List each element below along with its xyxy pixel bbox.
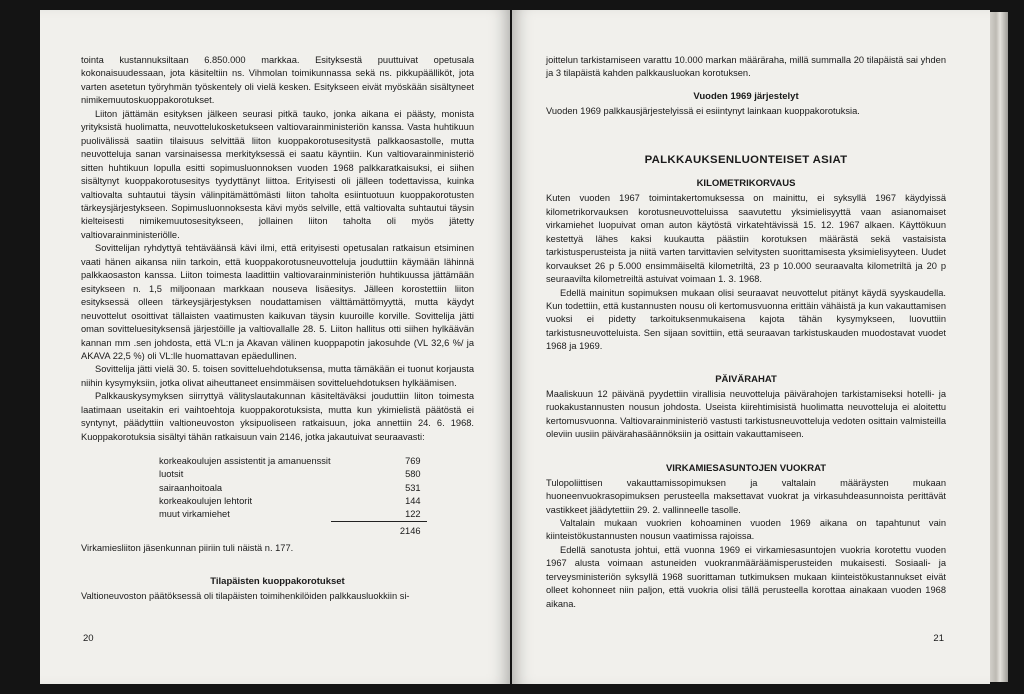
- page-number-left: 20: [83, 633, 94, 644]
- vk-section-body: [546, 477, 946, 612]
- paragraph: Kuten vuoden 1967 toimintakertomuksessa on mainittu, ei syksyllä 1967 käydyissä kilometrikorvauksen korotusneuvotteluissa saavutettu yksimielisyyttä vaan asianomaiset virkamiehet luopuivat oman auton käytöstä virkatehtävissä 15. 12. 1967 alkaen. Käyttökuun kestettyä lähes kaksi kuukautta päästiin korotuksen määrästä sekä vastaisista tarkistusperusteista ja niitä varten tarvittavien selvitysten suorittamisesta yksimielisyyteen. Uudet korvaukset 26 p 5.000 ensimmäiseltä kilometriltä, 23 p 10.000 seuraavalta kilometriltä ja 20 p seuraavilta kilometreiltä astuivat voimaan 1. 3. 1968.: [546, 193, 946, 285]
- pv-section-body: [546, 388, 946, 442]
- paragraph: Liiton jättämän esityksen jälkeen seurasi pitkä tauko, jonka aikana ei päästy, monista yrityksistä huolimatta, neuvottelukosketukseen valtiovarainministeriön kanssa. Vasta huhtikuun puolivälissä saatiin tilaisuus selvittää liiton kuoppakorotusesitystä palkkaosastolle, mutta neuvotteluja sanan varsinaisessa merkityksessä ei saatu käyntiin. Kun valtiovarainministeriö sitten huhtikuun lopulla esitti sopimusluonnoksen vuoden 1968 palkkaratkaisuksi, ei siihen sisältynyt kuoppakorotusesitys tyydyttänyt liittoa. Erityisesti oli jälleen todettavissa, kuinka valtiovalta suhtautui täysin välinpitämättömästi liiton taholta esiintuotuun kuoppakorotusten tärkeysjärjestykseen. Sopimusluonnoksesta kävi myös selville, että valtiovalta suhtautui täysin kielteisesti nimikemuutosesitykseen, jollainen liiton taholta oli myös jätetty valtiovarainministeriölle.: [81, 108, 474, 240]
- distribution-total: 2146: [399, 526, 421, 537]
- distribution-count: 531: [405, 482, 421, 493]
- table-row: [159, 482, 427, 495]
- table-row: [159, 468, 427, 481]
- distribution-count: 769: [405, 456, 421, 467]
- distribution-label: luotsit: [159, 469, 184, 480]
- table-row: [159, 508, 427, 522]
- main-heading: PALKKAUKSENLUONTEISET ASIAT: [644, 154, 848, 167]
- paragraph: Sovittelijan ryhdyttyä tehtäväänsä kävi ilmi, että erityisesti opetusalan ratkaisun etsiminen vaati hänen aikansa niin tarkoin, että kuoppakorotusneuvotteluja jouduttiin käymään lähinnä palkkaosaston kanssa. Liiton toimesta laadittiin valtiovarainministeriön huhtikuussa jättämään esitykseen n. 1,5 miljoonaan markkaan nouseva lisäesitys. Jälleen korostettiin liiton esityksessä olleen tärkeysjärjestyksen noudattamisen välttämättömyyttä, mutta käydyt neuvottelut osoittivat tällaisten vaatimusten kaikuvan täysin kuuroille korville. Sovittelija jätti oman sovitteluesityksensä järjestöille ja valtiovallalle 28. 5. Liiton hallitus otti siihen hylkäävän kannan mm .sen johdosta, että VL:n ja Akavan välinen kuoppapotin jakosuhde (VL 32,6 %/ ja AKAVA 22,5 %) oli VL:lle huomattavan epäedullinen.: [81, 243, 474, 361]
- paragraph: Edellä sanotusta johtui, että vuonna 1969 ei virkamiesasuntojen vuokria korotettu vuoden 1967 alusta voimaan astuneiden vuokranmääräämisperusteiden mukaisesti. Sosiaali- ja terveysministeriön syksyllä 1968 suorittaman tutkimuksen mukaan kiinteistökustannukset eivät olleet kohonneet niin paljon, että vuokria olisi tällä perusteella korottaa ainakaan vuoden 1968 aikana.: [546, 544, 946, 609]
- distribution-table: [159, 455, 427, 538]
- paragraph: Sovittelija jätti vielä 30. 5. toisen sovitteluehdotuksensa, mutta tämäkään ei tuonut korjausta niihin kysymyksiin, jotka olivat aiheuttaneet ensimmäisen sovitteluehdotuksen hylkäämisen.: [81, 364, 474, 388]
- distribution-label: korkeakoulujen assistentit ja amanuenssit: [159, 456, 331, 467]
- table-row: [159, 455, 427, 468]
- page-number-right: 21: [933, 633, 944, 644]
- paragraph: Edellä mainitun sopimuksen mukaan olisi seuraavat neuvottelut pitänyt käydä syyskaudella. Kun todettiin, että kustannusten nousu oli kertomusvuonna erittäin vähäistä ja kun vakauttamisen vuoksi ei pidetty tarkoituksenmukaisena kajota tähän kysymykseen, luovuttiin tarkistusneuvotteluista. Sen sijaan sovittiin, että seuraavan tarkistuskauden muodostavat vuodet 1968 ja 1969.: [546, 287, 946, 352]
- section-heading-temporary: Tilapäisten kuoppakorotukset: [210, 575, 345, 587]
- distribution-label: sairaanhoitoala: [159, 482, 223, 493]
- paragraph: Valtalain mukaan vuokrien kohoaminen vuoden 1969 aikana on tapahtunut vain kiinteistökustannusten nousun vaatimissa rajoissa.: [546, 517, 946, 542]
- pv-heading: PÄIVÄRAHAT: [715, 373, 777, 385]
- km-heading: KILOMETRIKORVAUS: [696, 178, 796, 190]
- distribution-label: korkeakoulujen lehtorit: [159, 495, 253, 506]
- distribution-label: muut virkamiehet: [159, 509, 230, 520]
- right-page: [512, 10, 990, 684]
- distribution-count: 580: [405, 469, 421, 480]
- distribution-count: 122: [331, 508, 427, 522]
- paragraph: tointa kustannuksiltaan 6.850.000 markkaa. Esityksestä puuttuivat opetusala kokonaisuudessaan, jota käsiteltiin ns. Vihmolan toimikunnassa sekä ns. pikkupäälliköt, jota varten asetetun työryhmän työskentely oli vielä kesken. Esitykseen eivät myöskään sisältyneet nimikemuutoskuoppakorotukset.: [81, 55, 474, 106]
- paragraph: Tulopoliittisen vakauttamissopimuksen ja valtalain määräysten mukaan huoneenvuokrasopimuksen perusteella maksettavat vuokrat ja virkasuhdeasunnoista perittävät vastikkeet jäädytettiin 29. 2. vallinneelle tasolle.: [546, 477, 946, 515]
- book-page-edges: [988, 12, 1008, 682]
- paragraph: Maaliskuun 12 päivänä pyydettiin virallisia neuvotteluja päivärahojen tarkistamiseksi hotelli- ja ruokakustannusten nousun johdosta. Useista kiirehtimisistä huolimatta neuvotteluja ei aloitettu kertomusvuonna. Valtiovarainministeriö vastusti tarkistusneuvotteluja vedoten osittain valmisteilla oleviin uusiin päivärahasäännöksiin ja osittain vakauttamiseen.: [546, 388, 946, 440]
- distribution-count: 144: [405, 495, 421, 506]
- km-section-body: [546, 192, 946, 353]
- heading-1969: Vuoden 1969 järjestelyt: [693, 90, 799, 102]
- table-row: [159, 495, 427, 508]
- distribution-total-spacer: [159, 522, 331, 539]
- paragraph-1969: Vuoden 1969 palkkausjärjestelyissä ei esiintynyt lainkaan kuoppakorotuksia.: [546, 105, 860, 116]
- members-note: Virkamiesliiton jäsenkunnan piiriin tuli näistä n. 177.: [81, 543, 294, 554]
- left-page-body: [81, 54, 474, 444]
- vk-heading: VIRKAMIESASUNTOJEN VUOKRAT: [665, 462, 827, 474]
- left-page: [40, 10, 510, 684]
- section-paragraph-temporary: Valtioneuvoston päätöksessä oli tilapäisten toimihenkilöiden palkkausluokkiin si-: [81, 590, 410, 601]
- intro-paragraph: joittelun tarkistamiseen varattu 10.000 markan määräraha, millä summalla 20 tilapäistä sai yhden ja 3 tilapäistä kahden palkkausluokan korotuksen.: [546, 55, 946, 79]
- paragraph: Palkkauskysymyksen siirryttyä välityslautakunnan käsiteltäväksi jouduttiin liiton toimesta laatimaan useitakin eri vaihtoehtoja kuoppakorotuksista, mutta kun ykimielistä päätöstä ei syntynyt, päädyttiin valtioneuvoston yksipuoliseen ratkaisuun, joka annettiin 24. 6. 1968. Kuoppakorotuksia sisältyi tähän ratkaisuun vain 2146, jotka jakautuivat seuraavasti:: [81, 391, 474, 442]
